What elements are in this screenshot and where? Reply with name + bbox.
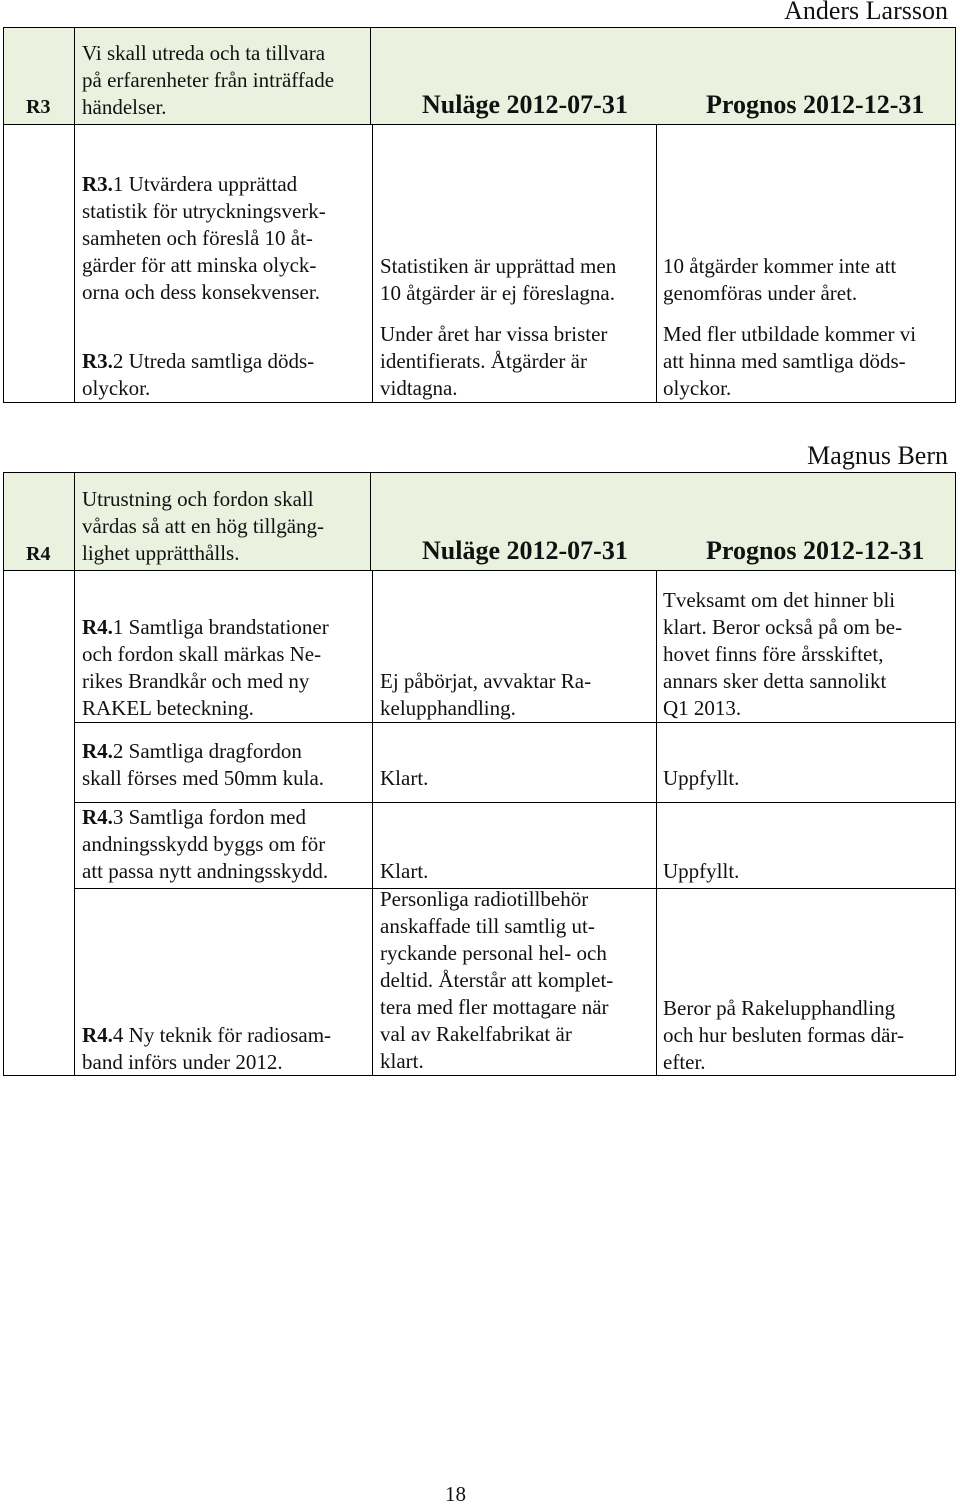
forecast-line: olyckor.: [663, 376, 732, 400]
item-number: R4.: [82, 1023, 113, 1047]
item-desc-line: rikes Brandkår och med ny: [82, 669, 310, 693]
status-line: Personliga radiotillbehör: [380, 887, 589, 911]
forecast-line: annars sker detta sannolikt: [663, 669, 887, 693]
r4-owner: Magnus Bern: [807, 441, 948, 470]
item-desc-line: andningsskydd byggs om för: [82, 832, 326, 856]
status-line: 10 åtgärder är ej föreslagna.: [380, 281, 615, 305]
status-line: val av Rakelfabrikat är: [380, 1022, 572, 1046]
r4-item-3-desc: [82, 804, 328, 885]
r3-goal: [82, 40, 334, 121]
status-line: deltid. Återstår att komplet-: [380, 968, 614, 992]
r3-forecast-header: Prognos 2012-12-31: [706, 90, 925, 119]
forecast-line: hovet finns före årsskiftet,: [663, 642, 884, 666]
r4-item-1-status: [380, 668, 591, 722]
item-desc-line: RAKEL beteckning.: [82, 696, 254, 720]
r4-item-1-desc: [82, 614, 329, 722]
item-desc-line: orna och dess konsekvenser.: [82, 280, 320, 304]
item-number-suffix: 1: [112, 172, 124, 196]
r3-status-header: Nuläge 2012-07-31: [422, 90, 628, 119]
status-line: ryckande personal hel- och: [380, 941, 607, 965]
r4-item-3-forecast: Uppfyllt.: [663, 859, 740, 883]
item-number: R4.: [82, 805, 113, 829]
item-desc-first: Samtliga brandstationer: [123, 615, 329, 639]
item-desc-line: gärder för att minska olyck-: [82, 253, 317, 277]
forecast-line: Tveksamt om det hinner bli: [663, 588, 896, 612]
item-desc-first: Samtliga dragfordon: [123, 739, 302, 763]
item-number-suffix: 2: [112, 739, 124, 763]
r4-item-4-desc: [82, 1022, 331, 1076]
item-desc-first: Utreda samtliga döds-: [123, 349, 315, 373]
item-number: R3.: [82, 172, 113, 196]
item-number-suffix: 4: [112, 1023, 124, 1047]
status-line: kelupphandling.: [380, 696, 516, 720]
r4-item-2-desc: [82, 738, 324, 792]
forecast-line: 10 åtgärder kommer inte att: [663, 254, 897, 278]
r4-item-3-status: Klart.: [380, 859, 429, 883]
r3-owner: Anders Larsson: [784, 0, 948, 25]
r4-item-2-forecast: Uppfyllt.: [663, 766, 740, 790]
r3-item-1-desc: [82, 171, 326, 306]
r3-id: R3: [26, 96, 51, 118]
r4-id: R4: [26, 543, 51, 565]
forecast-line: att hinna med samtliga döds-: [663, 349, 906, 373]
status-line: vidtagna.: [380, 376, 458, 400]
status-line: anskaffade till samtlig ut-: [380, 914, 595, 938]
status-line: klart.: [380, 1049, 424, 1073]
item-number: R3.: [82, 349, 113, 373]
r4-goal: [82, 486, 324, 567]
r3-goal-line: händelser.: [82, 95, 167, 119]
item-desc-first: Samtliga fordon med: [123, 805, 306, 829]
forecast-line: genomföras under året.: [663, 281, 858, 305]
item-number: R4.: [82, 615, 113, 639]
page-number: 18: [445, 1482, 466, 1506]
status-line: Under året har vissa brister: [380, 322, 608, 346]
r3-item-1-forecast: [663, 253, 896, 307]
r4-goal-line: lighet upprätthålls.: [82, 541, 240, 565]
item-desc-line: skall förses med 50mm kula.: [82, 766, 325, 790]
r4-item-4-status: [380, 886, 613, 1075]
forecast-line: klart. Beror också på om be-: [663, 615, 903, 639]
item-number: R4.: [82, 739, 113, 763]
item-desc-line: statistik för utryckningsverk-: [82, 199, 326, 223]
r3-item-2-status: [380, 321, 607, 402]
forecast-line: och hur besluten formas där-: [663, 1023, 904, 1047]
r4-item-1-forecast: [663, 587, 902, 722]
item-number-suffix: 1: [112, 615, 124, 639]
status-line: tera med fler mottagare när: [380, 995, 609, 1019]
r4-item-2-status: Klart.: [380, 766, 429, 790]
r3-item-2-forecast: [663, 321, 916, 402]
forecast-line: Beror på Rakelupphandling: [663, 996, 896, 1020]
r4-forecast-header: Prognos 2012-12-31: [706, 536, 925, 565]
item-desc-line: och fordon skall märkas Ne-: [82, 642, 322, 666]
forecast-line: Med fler utbildade kommer vi: [663, 322, 917, 346]
status-line: Ej påbörjat, avvaktar Ra-: [380, 669, 592, 693]
item-desc-line: olyckor.: [82, 376, 151, 400]
item-desc-line: att passa nytt andningsskydd.: [82, 859, 329, 883]
item-number-suffix: 3: [112, 805, 124, 829]
forecast-line: Q1 2013.: [663, 696, 742, 720]
item-desc-line: samheten och föreslå 10 åt-: [82, 226, 313, 250]
item-number-suffix: 2: [112, 349, 124, 373]
status-line: Statistiken är upprättad men: [380, 254, 617, 278]
forecast-line: efter.: [663, 1050, 706, 1074]
r3-goal-line: Vi skall utreda och ta tillvara: [82, 41, 326, 65]
status-line: identifierats. Åtgärder är: [380, 349, 587, 373]
r3-goal-line: på erfarenheter från inträffade: [82, 68, 335, 92]
r3-item-1-status: [380, 253, 616, 307]
item-desc-first: Utvärdera upprättad: [123, 172, 298, 196]
item-desc-line: band införs under 2012.: [82, 1050, 283, 1074]
item-desc-first: Ny teknik för radiosam-: [123, 1023, 332, 1047]
r4-status-header: Nuläge 2012-07-31: [422, 536, 628, 565]
r3-item-2-desc: [82, 348, 314, 402]
r4-goal-line: Utrustning och fordon skall: [82, 487, 314, 511]
r4-goal-line: vårdas så att en hög tillgäng-: [82, 514, 325, 538]
r4-item-4-forecast: [663, 995, 904, 1076]
